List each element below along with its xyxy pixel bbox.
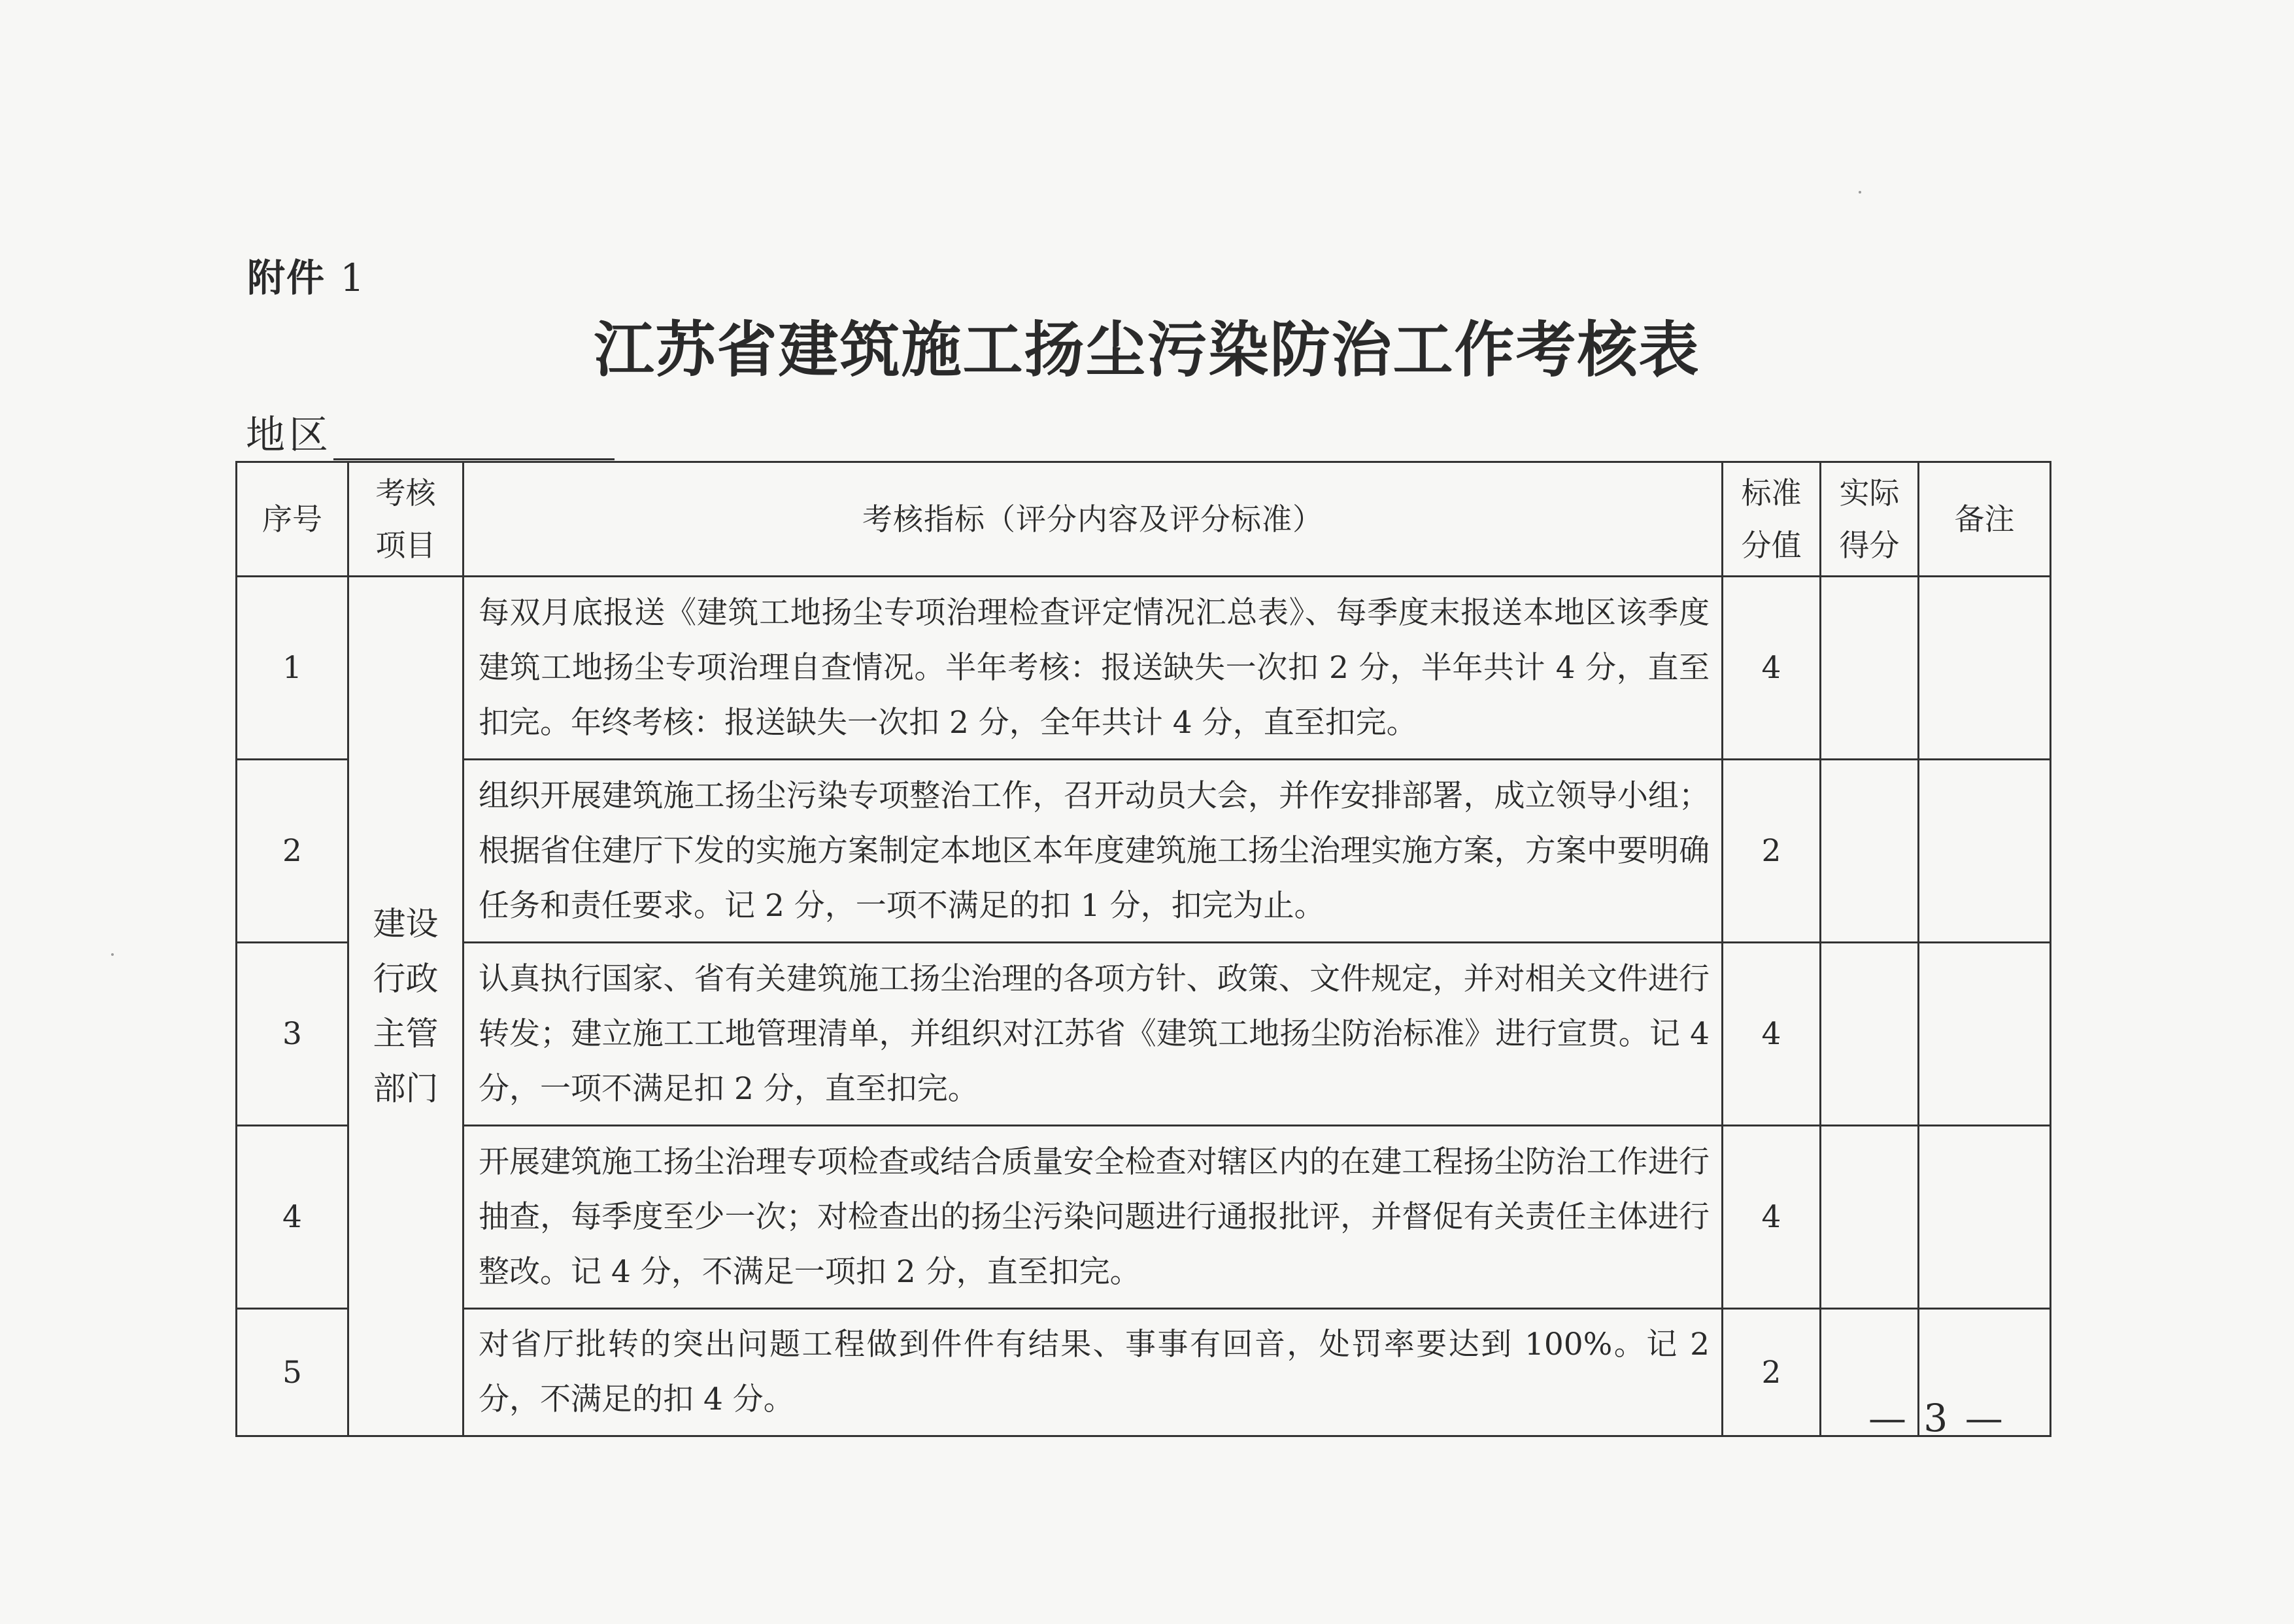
row-remarks[interactable] <box>1919 943 2051 1126</box>
table-row <box>237 943 2051 1126</box>
row-standard-score: 4 <box>1723 943 1821 1126</box>
row-remarks[interactable] <box>1919 577 2051 760</box>
row-seq: 5 <box>237 1309 348 1436</box>
row-seq: 4 <box>237 1126 348 1309</box>
header-project-line2: 项目 <box>375 528 436 563</box>
header-actual <box>1821 462 1919 577</box>
attachment-number: 1 <box>340 256 366 300</box>
row-seq: 3 <box>237 943 348 1126</box>
scan-speck <box>1859 191 1861 194</box>
row-actual-score[interactable] <box>1821 760 1919 943</box>
row-criteria: 开展建筑施工扬尘治理专项检查或结合质量安全检查对辖区内的在建工程扬尘防治工作进行抽查，每季度至少一次；对检查出的扬尘污染问题进行通报批评，并督促有关责任主体进行整改。记 4 分，不满足一项扣 2 分，直至扣完。 <box>464 1126 1723 1309</box>
row-remarks[interactable] <box>1919 760 2051 943</box>
header-criteria: 考核指标（评分内容及评分标准） <box>464 462 1723 577</box>
attachment-label-text: 附件 <box>247 256 326 300</box>
table-row <box>237 1126 2051 1309</box>
row-actual-score[interactable] <box>1821 943 1919 1126</box>
header-actual-line1: 实际 <box>1839 475 1900 511</box>
row-criteria: 每双月底报送《建筑工地扬尘专项治理检查评定情况汇总表》、每季度末报送本地区该季度建筑工地扬尘专项治理自查情况。半年考核：报送缺失一次扣 2 分，半年共计 4 分，直至扣完。年终考核：报送缺失一次扣 2 分，全年共计 4 分，直至扣完。 <box>464 577 1723 760</box>
row-criteria: 认真执行国家、省有关建筑施工扬尘治理的各项方针、政策、文件规定，并对相关文件进行转发；建立施工工地管理清单，并组织对江苏省《建筑工地扬尘防治标准》进行宣贯。记 4 分，一项不满足扣 2 分，直至扣完。 <box>464 943 1723 1126</box>
row-remarks[interactable] <box>1919 1126 2051 1309</box>
row-seq: 1 <box>237 577 348 760</box>
region-label: 地区 <box>246 413 332 458</box>
header-standard-line2: 分值 <box>1741 528 1802 563</box>
row-actual-score[interactable] <box>1821 1126 1919 1309</box>
table-row <box>237 577 2051 760</box>
header-project-line1: 考核 <box>375 475 436 511</box>
row-criteria: 组织开展建筑施工扬尘污染专项整治工作，召开动员大会，并作安排部署，成立领导小组；根据省住建厅下发的实施方案制定本地区本年度建筑施工扬尘治理实施方案，方案中要明确任务和责任要求。记 2 分，一项不满足的扣 1 分，扣完为止。 <box>464 760 1723 943</box>
project-name-line: 部门 <box>373 1070 439 1108</box>
row-standard-score: 2 <box>1723 1309 1821 1436</box>
table-row <box>237 760 2051 943</box>
header-seq: 序号 <box>237 462 348 577</box>
table-header-row <box>237 462 2051 577</box>
attachment-label <box>247 247 365 302</box>
document-title: 江苏省建筑施工扬尘污染防治工作考核表 <box>594 314 1700 385</box>
row-standard-score: 4 <box>1723 1126 1821 1309</box>
row-standard-score: 4 <box>1723 577 1821 760</box>
row-standard-score: 2 <box>1723 760 1821 943</box>
assessment-table <box>235 461 2051 1437</box>
region-field <box>246 404 615 460</box>
row-actual-score[interactable] <box>1821 577 1919 760</box>
header-remarks: 备注 <box>1919 462 2051 577</box>
row-seq: 2 <box>237 760 348 943</box>
page-number: — 3 — <box>1868 1396 2006 1440</box>
header-actual-line2: 得分 <box>1839 528 1900 563</box>
header-project <box>348 462 464 577</box>
project-name-line: 建设 <box>373 905 439 943</box>
project-name-line: 行政 <box>373 960 439 998</box>
scan-speck <box>111 953 114 956</box>
region-blank-line <box>333 418 615 460</box>
header-standard <box>1723 462 1821 577</box>
project-name-cell <box>348 577 464 1436</box>
row-criteria: 对省厅批转的突出问题工程做到件件有结果、事事有回音，处罚率要达到 100%。记 2 分，不满足的扣 4 分。 <box>464 1309 1723 1436</box>
table-row <box>237 1309 2051 1436</box>
header-standard-line1: 标准 <box>1741 475 1802 511</box>
project-name-line: 主管 <box>373 1015 439 1053</box>
